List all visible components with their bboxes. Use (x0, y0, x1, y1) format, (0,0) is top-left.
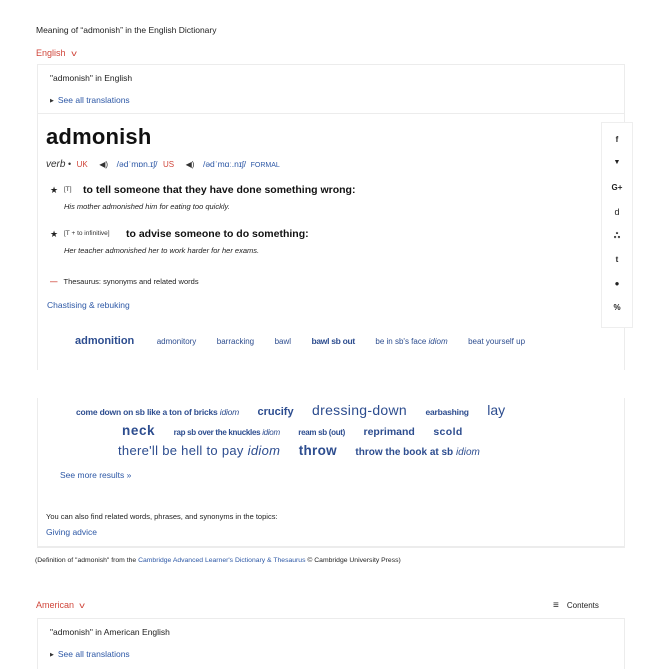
entry-card (37, 114, 625, 370)
grammar-code: [T] (64, 186, 72, 193)
see-more-results-link[interactable]: See more results » (60, 470, 132, 480)
menu-icon: ≡ (553, 600, 559, 611)
link-icon[interactable]: % (613, 303, 621, 312)
page-heading: Meaning of “admonish” in the English Dictionary (36, 25, 217, 35)
translations-title: "admonish" in English (50, 73, 133, 83)
translations-title: "admonish" in American English (50, 627, 170, 637)
facebook-icon[interactable]: f (615, 135, 619, 144)
star-icon: ★ (50, 185, 59, 195)
cloud-word-idiom[interactable]: throw the book at sb idiom (355, 447, 480, 458)
pronunciation-line (46, 159, 280, 170)
attribution: (Definition of "admonish" from the Cambridge Advanced Learner's Dictionary & Thesaurus © Cambridge University Press) (35, 557, 401, 564)
bullet-separator: • (67, 159, 72, 169)
cloud-word-idiom[interactable]: rap sb over the knuckles idiom (173, 428, 280, 437)
cloud-word[interactable]: lay (487, 402, 506, 418)
example: Her teacher admonished her to work harder for her exams. (64, 246, 260, 255)
word-cloud-row-4 (118, 442, 480, 460)
english-dictionary-toggle[interactable] (36, 48, 76, 58)
twitter-icon[interactable]: ▼ (613, 159, 621, 166)
word-cloud-row-3 (122, 422, 463, 440)
cloud-word-idiom[interactable]: come down on sb like a ton of bricks idiom (76, 407, 240, 417)
grammar-code: [T + to infinitive] (64, 230, 110, 237)
american-toggle-label: American (36, 600, 75, 610)
us-ipa: /ədˈmɑː.nɪʃ/ (202, 159, 247, 169)
topics-text: You can also find related words, phrases, and synonyms in the topics: (46, 512, 278, 521)
thesaurus-heading[interactable]: — Thesaurus: synonyms and related words (50, 277, 199, 286)
see-all-translations-link[interactable]: ▶ See all translations (50, 649, 130, 659)
cloud-word[interactable]: bawl (274, 337, 292, 346)
english-translations-box (37, 64, 625, 115)
delicious-icon[interactable]: d (614, 207, 620, 217)
word-cloud-row-2 (76, 402, 505, 420)
cloud-word[interactable]: admonitory (156, 337, 197, 346)
google-plus-icon[interactable]: G+ (611, 183, 623, 192)
definition: to tell someone that they have done something wrong: (83, 184, 356, 196)
cloud-word-idiom[interactable]: there'll be hell to pay idiom (118, 443, 281, 458)
cloud-word[interactable]: ream sb (out) (298, 428, 346, 437)
cloud-word[interactable]: throw (298, 443, 337, 458)
stumbleupon-icon[interactable]: ஃ (613, 231, 621, 240)
cloud-word[interactable]: barracking (216, 337, 255, 346)
share-rail (601, 122, 633, 328)
dictionary-source-link[interactable]: Cambridge Advanced Learner's Dictionary & Thesaurus (138, 557, 306, 564)
english-toggle-label: English (36, 48, 66, 58)
tumblr-icon[interactable]: t (615, 255, 619, 264)
see-all-translations-link[interactable]: ▶ See all translations (50, 95, 130, 105)
reddit-icon[interactable]: ● (614, 279, 620, 288)
chevron-down-icon: v (70, 49, 77, 58)
us-audio-speaker-icon[interactable]: ◀) (185, 160, 195, 169)
contents-button[interactable]: ≡ Contents (553, 600, 599, 611)
topic-link-giving-advice[interactable]: Giving advice (46, 527, 98, 537)
american-dictionary-toggle[interactable] (36, 600, 84, 610)
example: His mother admonished him for eating too quickly. (64, 202, 230, 211)
cloud-word[interactable]: admonition (75, 335, 135, 347)
cloud-word[interactable]: dressing-down (312, 402, 407, 418)
cloud-word[interactable]: reprimand (363, 426, 415, 438)
word-cloud-card (37, 398, 625, 548)
cloud-word[interactable]: bawl sb out (311, 336, 355, 346)
cloud-word[interactable]: scold (433, 426, 463, 438)
uk-ipa: /ədˈmɒn.ɪʃ/ (116, 159, 158, 169)
cloud-word-idiom[interactable]: be in sb's face idiom (375, 337, 448, 346)
us-label: US (162, 160, 175, 169)
word-cloud-row-1 (75, 331, 525, 349)
american-translations-box (37, 618, 625, 669)
definition: to advise someone to do something: (126, 228, 309, 240)
chevron-down-icon: v (79, 601, 85, 610)
collapse-dash-icon: — (50, 277, 58, 286)
triangle-right-icon: ▶ (50, 98, 54, 104)
headword: admonish (46, 124, 152, 149)
uk-label: UK (76, 160, 88, 169)
uk-audio-speaker-icon[interactable]: ◀) (99, 160, 109, 169)
cloud-word[interactable]: crucify (257, 406, 294, 418)
cloud-word[interactable]: earbashing (425, 407, 469, 417)
part-of-speech: verb (46, 159, 66, 170)
register-label: FORMAL (250, 162, 280, 169)
cloud-word[interactable]: beat yourself up (468, 337, 526, 346)
cloud-word[interactable]: neck (122, 423, 156, 438)
triangle-right-icon: ▶ (50, 652, 54, 658)
thesaurus-category-link[interactable]: Chastising & rebuking (47, 300, 130, 310)
star-icon: ★ (50, 229, 59, 239)
